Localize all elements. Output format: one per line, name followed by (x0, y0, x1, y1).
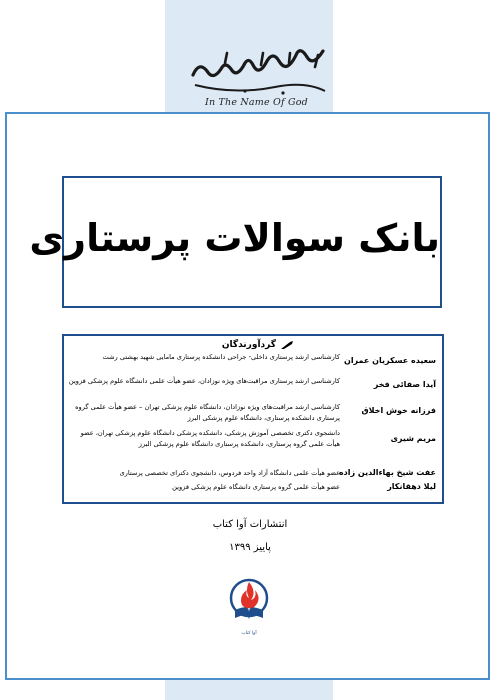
author-name: مریم شیری (390, 434, 436, 443)
header-subtitle-en: In The Name Of God (205, 97, 308, 108)
flame-book-logo-icon (226, 576, 272, 628)
publisher-name: انتشارات آوا کتاب (212, 519, 288, 530)
author-description: عضو هیأت علمی دانشگاه آزاد واحد فردوس، دانشجوی دکترای تخصصی پرستاری (119, 469, 340, 477)
bismillah-calligraphy (165, 45, 340, 105)
author-description: دانشجوی دکتری تخصصی آموزش پزشکی، دانشکده پزشکی دانشگاه علوم پزشکی تهران، عضو هیأت علمی گروه پرستاری، دانشکده پرستاری دانشگاه علوم پزشکی البرز (80, 429, 340, 448)
logo-label: آوا کتاب (241, 631, 257, 636)
author-description: کارشناسی ارشد مراقبت‌های ویژه نوزادان، دانشگاه علوم پزشکی تهران – عضو هیأت علمی گروه پرستاری دانشکده پرستاری، دانشگاه علوم پزشکی البرز (75, 403, 340, 422)
author-description: کارشناسی ارشد پرستاری داخلی- جراحی دانشکده پرستاری مامایی شهید بهشتی رشت (102, 353, 340, 361)
authors-heading (222, 340, 294, 350)
author-name: سعیده عسکریان عمران (343, 356, 436, 365)
author-name: فرزانه خوش اخلاق (361, 406, 436, 415)
author-description: عضو هیأت علمی گروه پرستاری دانشگاه علوم پزشکی قزوین (172, 483, 340, 491)
author-name: لیلا دهقانکار (387, 482, 436, 491)
book-title: بانک سوالات پرستاری (29, 216, 440, 260)
author-description: کارشناسی ارشد پرستاری مراقبت‌های ویژه نوزادان، عضو هیأت علمی دانشگاه علوم پزشکی قزوین (68, 377, 340, 385)
calligraphy-icon (165, 45, 340, 105)
author-name: عفت شیخ بهاءالدین زاده (338, 468, 436, 477)
author-name: آیدا صفائی فخر (373, 380, 436, 389)
authors-box (62, 334, 444, 504)
publisher-logo (226, 576, 272, 636)
title-box (29, 176, 442, 308)
publication-date: پاییز ۱۳۹۹ (229, 542, 271, 553)
pen-icon (280, 340, 294, 350)
authors-heading-label: گردآورندگان (221, 340, 276, 350)
